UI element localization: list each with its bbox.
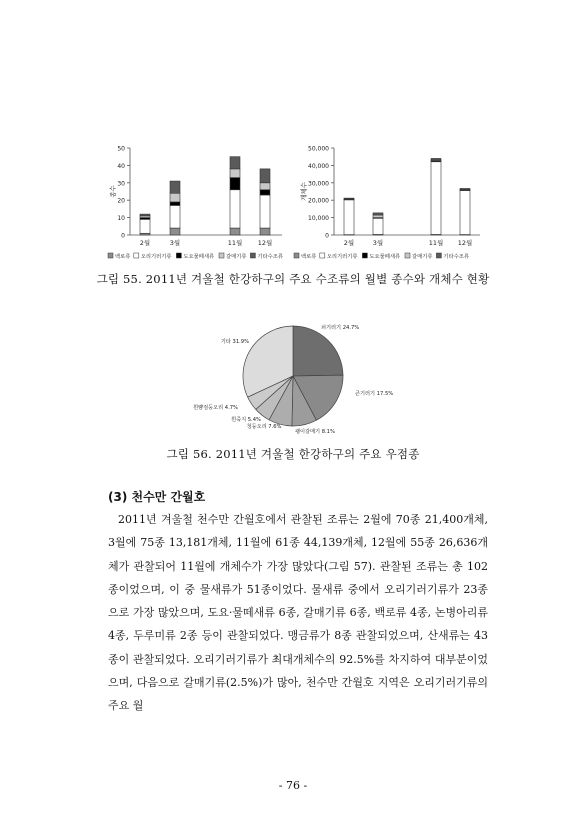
bar-segment	[170, 228, 180, 235]
figure-56-caption: 그림 56. 2011년 겨울철 한강하구의 주요 우점종	[166, 447, 420, 461]
bar-segment	[431, 162, 441, 235]
legend-swatch	[320, 253, 325, 258]
bar-segment	[230, 169, 240, 178]
legend-label: 도요물떼새류	[369, 254, 401, 260]
bar-segment	[260, 183, 270, 190]
individual-count-chart	[290, 140, 490, 265]
pie-slice-label: 큰기러기 17.5%	[355, 391, 394, 397]
bar-segment	[260, 195, 270, 228]
pie-slice-label: 쇠기러기 24.7%	[321, 325, 360, 331]
x-tick-label: 11월	[428, 239, 444, 247]
bar-segment	[170, 205, 180, 228]
legend-swatch	[294, 253, 299, 258]
legend-swatch	[219, 253, 224, 258]
legend-swatch	[134, 253, 139, 258]
species-count-svg	[100, 140, 295, 265]
x-tick-label: 11월	[227, 239, 243, 247]
legend-swatch	[108, 253, 113, 258]
legend-label: 백로류	[301, 254, 317, 260]
bar-segment	[140, 219, 150, 233]
y-tick-label: 0	[121, 232, 125, 240]
legend-swatch	[405, 253, 410, 258]
pie-slice-label: 흰뺨검둥오리 4.7%	[193, 405, 238, 411]
y-tick-label: 0	[325, 232, 329, 240]
bar-segment	[230, 178, 240, 190]
bar-segment	[230, 228, 240, 235]
bar-segment	[460, 188, 470, 189]
legend-label: 기타수조류	[443, 254, 469, 260]
dominant-species-pie-chart	[190, 318, 400, 438]
bar-segment	[260, 169, 270, 183]
legend-label: 백로류	[115, 254, 131, 260]
legend-label: 도요물떼새류	[183, 254, 215, 260]
legend-label: 오리기러기류	[140, 254, 172, 260]
pie-slice-label: 흰죽지 5.4%	[231, 417, 261, 423]
y-tick-label: 10	[117, 215, 125, 223]
bar-segment	[431, 158, 441, 160]
legend-label: 기타수조류	[257, 254, 283, 260]
x-tick-label: 12월	[257, 239, 273, 247]
x-tick-label: 2월	[139, 239, 151, 247]
y-tick-label: 40	[117, 162, 125, 170]
bar-segment	[373, 213, 383, 215]
legend-label: 갈매기류	[226, 254, 247, 260]
x-tick-label: 3월	[169, 239, 181, 247]
dominant-species-pie-svg	[190, 318, 400, 438]
species-count-chart	[100, 140, 295, 265]
y-tick-label: 50,000	[308, 145, 329, 153]
legend-label: 오리기러기류	[326, 254, 358, 260]
y-tick-label: 50	[117, 145, 125, 153]
x-tick-label: 2월	[343, 239, 355, 247]
bar-segment	[230, 190, 240, 228]
y-axis-title: 종수	[109, 185, 117, 198]
bar-segment	[170, 181, 180, 193]
y-tick-label: 10,000	[308, 215, 329, 223]
bar-segment	[170, 202, 180, 205]
section-title: (3) 천수만 간월호	[108, 490, 206, 504]
bar-segment	[373, 215, 383, 218]
x-tick-label: 3월	[372, 239, 384, 247]
bar-segment	[344, 198, 354, 199]
legend-swatch	[362, 253, 367, 258]
bar-segment	[260, 190, 270, 195]
individual-count-svg	[290, 140, 490, 265]
body-paragraph: 2011년 겨울철 천수만 간월호에서 관찰된 조류는 2월에 70종 21,400개체, 3월에 75종 13,181개체, 11월에 61종 44,139개체, 12월에 55종 26,636개체가 관찰되어 11월에 개체수가 가장 많았다(그림 57). 관찰된 조류는 총 102종이었으며, 이 중 물새류가 51종이었다. 물새류 중에서 오리기러기류가 23종으로 가장 많았으며, 도요·물떼새류 6종, 갈매기류 6종, 백로류 4종, 논병아리류 4종, 두루미류 2종 등이 관찰되었다. 맹금류가 8종 관찰되었으며, 산새류는 43종이 관찰되었다. 오리기러기류가 최대개체수의 92.5%를 차지하여 대부분이었으며, 다음으로 갈매기류(2.5%)가 많아, 천수만 간월호 지역은 오리기러기류의 주요 월	[108, 513, 488, 713]
y-tick-label: 30,000	[308, 180, 329, 188]
y-axis-title: 개체수	[300, 182, 308, 201]
x-tick-label: 12월	[457, 239, 473, 247]
pie-slice-label: 청둥오리 7.6%	[246, 424, 282, 430]
figure-55-caption: 그림 55. 2011년 겨울철 한강하구의 주요 수조류의 월별 종수와 개체수 현황	[96, 272, 490, 286]
pie-slice	[293, 326, 343, 376]
bar-segment	[140, 214, 150, 216]
y-tick-label: 20,000	[308, 197, 329, 205]
y-tick-label: 40,000	[308, 162, 329, 170]
pie-slice-label: 기타 31.9%	[220, 339, 249, 345]
bar-segment	[344, 200, 354, 235]
y-tick-label: 30	[117, 180, 125, 188]
legend-label: 갈매기류	[412, 254, 433, 260]
y-tick-label: 20	[117, 197, 125, 205]
legend-swatch	[176, 253, 181, 258]
bar-segment	[230, 157, 240, 169]
bar-segment	[460, 191, 470, 235]
bar-segment	[170, 193, 180, 202]
legend-swatch	[436, 253, 441, 258]
legend-swatch	[250, 253, 255, 258]
pie-slice-label: 괭이갈매기 8.1%	[295, 429, 335, 435]
bar-segment	[373, 218, 383, 234]
bar-segment	[260, 228, 270, 235]
page-number: - 76 -	[278, 779, 308, 792]
